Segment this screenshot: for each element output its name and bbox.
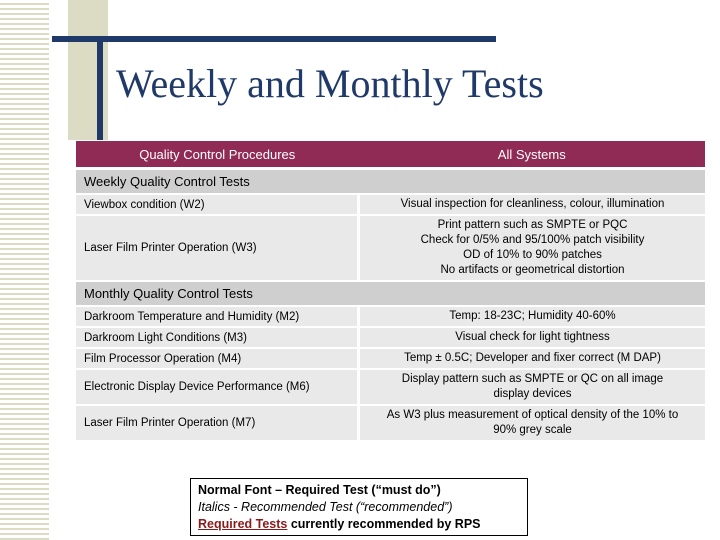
legend-box	[190, 478, 528, 536]
systems-line: Display pattern such as SMPTE or QC on all image	[401, 373, 664, 385]
table-row	[76, 348, 705, 369]
systems-line: OD of 10% to 90% patches	[463, 249, 602, 261]
section-monthly	[76, 281, 705, 306]
procedure-cell: Viewbox condition (W2)	[76, 194, 359, 215]
table-row	[76, 306, 705, 327]
procedure-cell: Film Processor Operation (M4)	[76, 348, 359, 369]
systems-cell	[359, 327, 706, 348]
table-row	[76, 405, 705, 441]
systems-line: display devices	[493, 388, 572, 400]
header-systems: All Systems	[359, 141, 706, 169]
procedure-cell: Electronic Display Device Performance (M6)	[76, 369, 359, 405]
section-weekly-label: Weekly Quality Control Tests	[76, 169, 705, 195]
systems-cell	[359, 369, 706, 405]
systems-line: 90% grey scale	[493, 424, 572, 436]
systems-line: Print pattern such as SMPTE or PQC	[437, 219, 628, 231]
systems-cell	[359, 194, 706, 215]
systems-line: Check for 0/5% and 95/100% patch visibility	[420, 234, 645, 246]
section-monthly-label: Monthly Quality Control Tests	[76, 281, 705, 306]
systems-cell	[359, 405, 706, 441]
title-rule-horizontal	[52, 36, 496, 42]
legend-rps-rest: currently recommended by RPS	[287, 517, 481, 531]
qc-table	[76, 141, 705, 442]
table-row	[76, 194, 705, 215]
legend-rps	[198, 516, 520, 533]
systems-cell	[359, 348, 706, 369]
table-row	[76, 327, 705, 348]
legend-rps-underlined: Required Tests	[198, 517, 288, 531]
systems-line: Visual check for light tightness	[455, 331, 610, 343]
systems-cell	[359, 215, 706, 281]
procedure-cell: Darkroom Temperature and Humidity (M2)	[76, 306, 359, 327]
procedure-cell: Laser Film Printer Operation (W3)	[76, 215, 359, 281]
systems-line: Temp ± 0.5C; Developer and fixer correct (M DAP)	[404, 352, 661, 364]
procedure-cell: Darkroom Light Conditions (M3)	[76, 327, 359, 348]
table-row	[76, 215, 705, 281]
procedure-cell: Laser Film Printer Operation (M7)	[76, 405, 359, 441]
legend-required: Normal Font – Required Test (“must do”)	[198, 483, 441, 497]
systems-cell	[359, 306, 706, 327]
decorative-stripe	[0, 0, 50, 540]
systems-line: Visual inspection for cleanliness, colour, illumination	[400, 198, 665, 210]
qc-table-body	[76, 141, 705, 441]
legend-recommended: Italics - Recommended Test (“recommended”)	[198, 500, 453, 514]
section-weekly	[76, 169, 705, 195]
systems-line: No artifacts or geometrical distortion	[440, 264, 625, 276]
systems-line: Temp: 18-23C; Humidity 40-60%	[449, 310, 616, 322]
systems-line: As W3 plus measurement of optical density of the 10% to	[386, 409, 679, 421]
slide-title: Weekly and Monthly Tests	[116, 61, 544, 106]
title-rule-vertical	[97, 36, 103, 140]
table-header-row	[76, 141, 705, 169]
header-procedures: Quality Control Procedures	[76, 141, 359, 169]
table-row	[76, 369, 705, 405]
